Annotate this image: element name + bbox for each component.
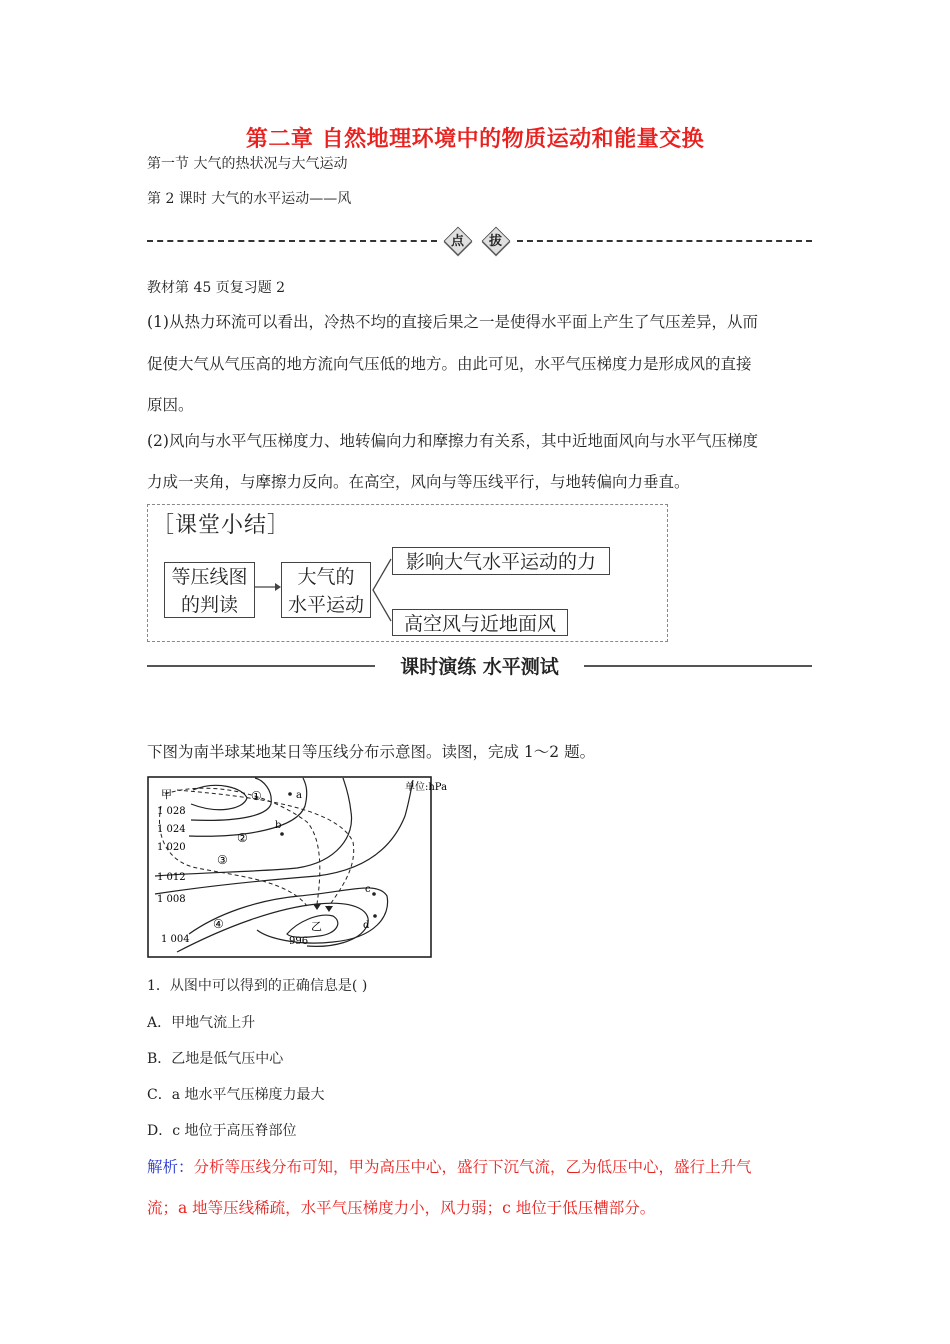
option-d: D．c 地位于高压脊部位 [147,1123,297,1139]
map-marker-1: ① [251,789,262,803]
summary-node-horizontal-motion [281,562,371,618]
map-label-yi: 乙 [311,920,322,933]
map-point-d: d [363,920,370,931]
chapter-title: 第二章 自然地理环境中的物质运动和能量交换 [245,127,705,152]
practice-section-heading [147,650,812,680]
map-point-b: b [275,820,282,831]
paragraph-line: (2)风向与水平气压梯度力、地转偏向力和摩擦力有关系，其中近地面风向与水平气压梯度 [147,432,758,450]
badge-char-1: 点 [450,234,464,249]
node-line: 的判读 [180,594,238,616]
map-marker-4: ④ [213,917,224,931]
isobar-label: 1 008 [157,894,186,905]
question-stem: 1．从图中可以得到的正确信息是( ) [147,978,368,994]
isobar-map [147,776,448,958]
map-point-a: a [296,790,302,801]
map-unit-label: 单位:hPa [405,782,448,793]
isobar-label: 1 028 [157,806,186,817]
map-label-jia: 甲 [161,788,172,801]
badge-char-2: 拔 [488,234,502,249]
option-a: A．甲地气流上升 [147,1015,256,1031]
summary-branch-winds: 高空风与近地面风 [392,609,568,636]
question-intro: 下图为南半球某地某日等压线分布示意图。读图，完成 1～2 题。 [147,743,596,761]
isobar-label: 1 020 [157,842,186,853]
paragraph-line: 力成一夹角，与摩擦力反向。在高空，风向与等压线平行，与地转偏向力垂直。 [147,473,690,491]
summary-branch-forces: 影响大气水平运动的力 [392,547,610,575]
option-b: B．乙地是低气压中心 [147,1051,284,1067]
isobar-label: 1 004 [161,934,190,945]
node-line: 大气的 [297,566,355,588]
map-point-c: c [365,884,371,895]
map-marker-2: ② [237,831,248,845]
key-points-divider [147,226,812,256]
section-title: 第一节 大气的热状况与大气运动 [147,156,348,172]
option-c: C．a 地水平气压梯度力最大 [147,1087,325,1103]
analysis-label: 解析： [147,1158,194,1176]
isobar-label: 1 024 [157,824,186,835]
isobar-label: 1 012 [157,872,186,883]
lesson-title: 第 2 课时 大气的水平运动——风 [147,191,352,207]
class-summary-title: ［课堂小结］ [152,513,291,538]
summary-node-isobar-map [164,562,255,618]
node-line: 等压线图 [171,566,248,588]
paragraph-line: 促使大气从气压高的地方流向气压低的地方。由此可见，水平气压梯度力是形成风的直接 [147,355,752,373]
diamond-badge-1 [445,228,470,253]
map-marker-3: ③ [217,853,228,867]
branch-bracket [371,555,393,625]
analysis-line-1 [147,1155,752,1177]
analysis-text: 分析等压线分布可知，甲为高压中心，盛行下沉气流，乙为低压中心，盛行上升气 [193,1158,752,1176]
paragraph-line: 原因。 [147,396,194,414]
textbook-heading: 教材第 45 页复习题 2 [147,280,286,296]
node-line: 水平运动 [287,594,364,616]
diamond-badge-2 [483,228,508,253]
isobar-label: 996 [289,936,309,947]
paragraph-line: (1)从热力环流可以看出，冷热不均的直接后果之一是使得水平面上产生了气压差异，从而 [147,313,758,331]
analysis-line-2: 流；a 地等压线稀疏，水平气压梯度力小，风力弱；c 地位于低压槽部分。 [147,1199,656,1217]
practice-section-title: 课时演练 水平测试 [400,656,559,678]
arrow-right-icon [255,580,281,594]
